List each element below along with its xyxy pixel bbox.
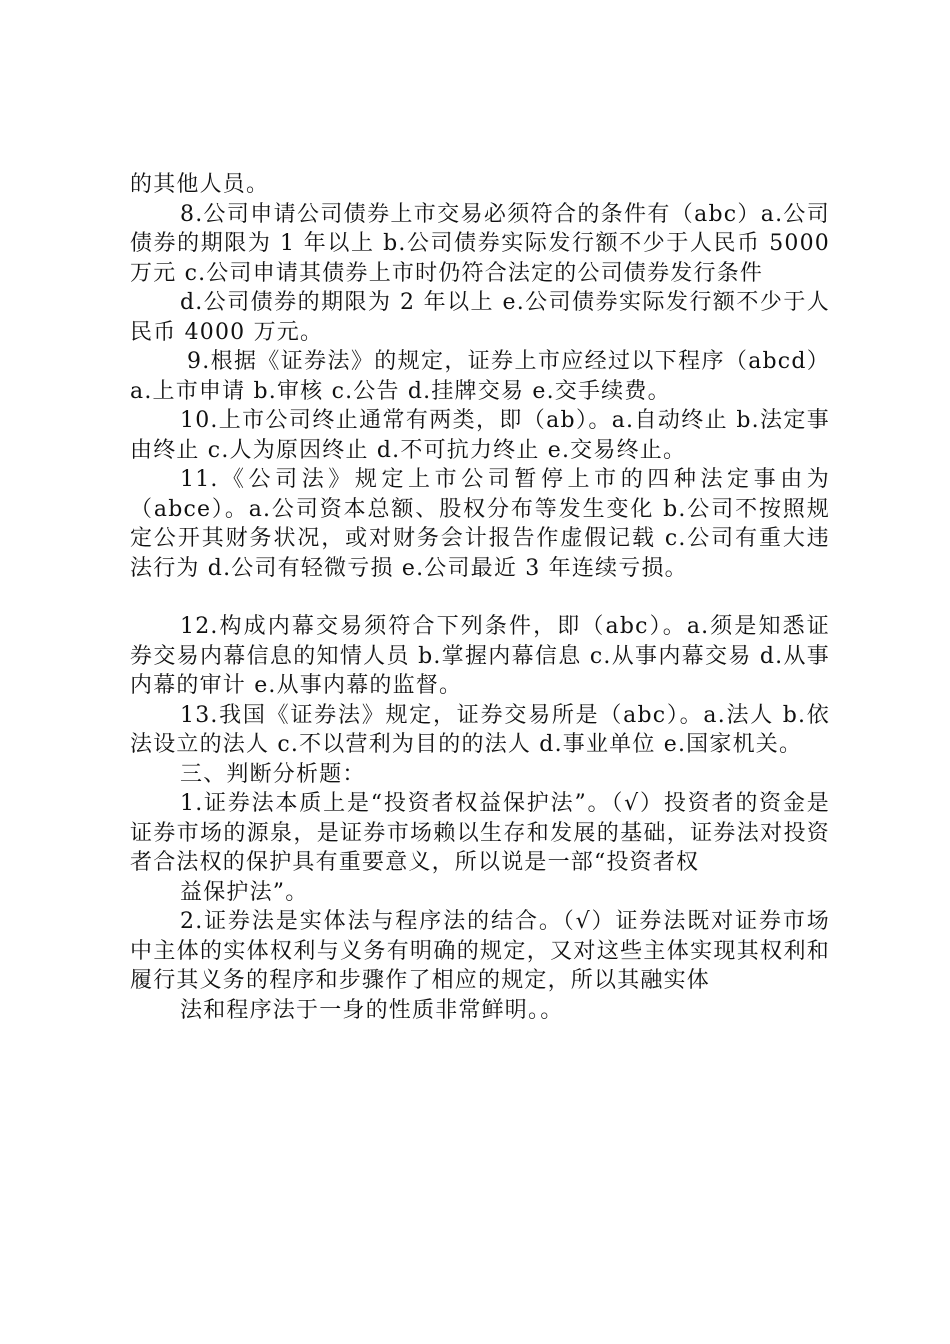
judgment-1: 1.证券法本质上是“投资者权益保护法”。（√）投资者的资金是证券市场的源泉，是证券市场赖以生存和发展的基础，证券法对投资者合法权的保护具有重要意义，所以说是一部“投资者权 [130, 791, 830, 875]
question-9: 9.根据《证券法》的规定，证券上市应经过以下程序（abcd）a.上市申请 b.审核 c.公告 d.挂牌交易 e.交手续费。 [130, 349, 830, 404]
paragraph-continuation: 的其他人员。 [130, 172, 270, 197]
question-10: 10.上市公司终止通常有两类，即（ab）。a.自动终止 b.法定事由终止 c.人为原因终止 d.不可抗力终止 e.交易终止。 [130, 408, 830, 463]
question-8-continued: d.公司债券的期限为 2 年以上 e.公司债券实际发行额不少于人民币 4000 万元。 [130, 290, 830, 345]
judgment-2-continued: 法和程序法于一身的性质非常鲜明。。 [180, 997, 564, 1023]
question-13: 13.我国《证券法》规定，证券交易所是（abc）。a.法人 b.依法设立的法人 c.不以营利为目的的法人 d.事业单位 e.国家机关。 [130, 702, 830, 757]
judgment-2: 2.证券法是实体法与程序法的结合。（√）证券法既对证券市场中主体的实体权利与义务有明确的规定，又对这些主体实现其权利和履行其义务的程序和步骤作了相应的规定，所以其融实体 [130, 909, 830, 993]
section-heading-judgment: 三、判断分析题： [180, 761, 366, 787]
judgment-1-continued: 益保护法”。 [180, 879, 309, 905]
document-page [130, 170, 830, 1025]
question-11: 11.《公司法》规定上市公司暂停上市的四种法定事由为（abce）。a.公司资本总额、股权分布等发生变化 b.公司不按照规定公开其财务状况，或对财务会计报告作虚假记载 c.公司有重大违法行为 d.公司有轻微亏损 e.公司最近 3 年连续亏损。 [130, 467, 830, 581]
question-8: 8.公司申请公司债券上市交易必须符合的条件有（abc）a.公司债券的期限为 1 年以上 b.公司债券实际发行额不少于人民币 5000 万元 c.公司申请其债券上市时仍符合法定的公司债券发行条件 [130, 201, 830, 286]
question-12: 12.构成内幕交易须符合下列条件，即（abc）。a.须是知悉证券交易内幕信息的知情人员 b.掌握内幕信息 c.从事内幕交易 d.从事内幕的审计 e.从事内幕的监督。 [130, 614, 830, 698]
